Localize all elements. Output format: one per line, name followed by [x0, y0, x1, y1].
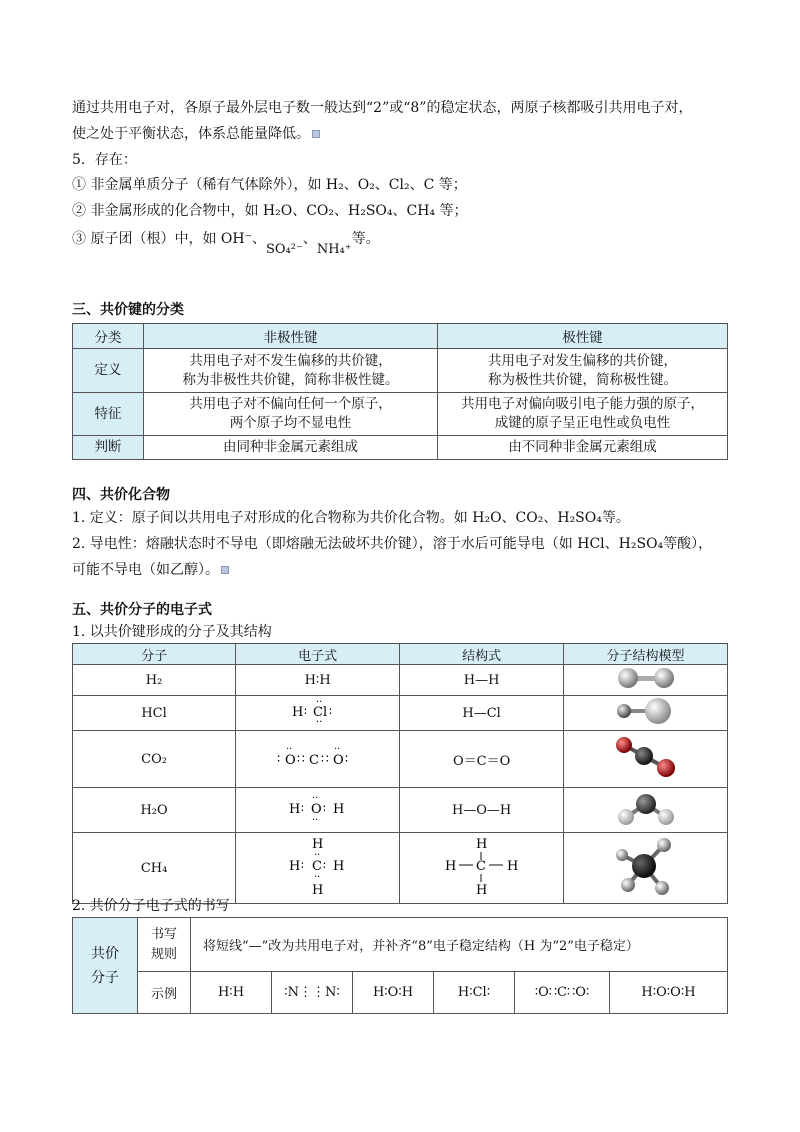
svg-text:∶: ∶: [276, 752, 280, 766]
cell-line: 称为非极性共价键，简称非极性键。: [182, 371, 399, 388]
molecule-model-cell: [564, 731, 728, 788]
svg-text:H: H: [291, 705, 303, 720]
svg-text:C: C: [311, 859, 322, 874]
cell-line: 共用电子对偏向吸引电子能力强的原子，: [461, 396, 704, 412]
molecule-name: HCl: [73, 696, 236, 731]
structural-formula: O＝C＝O: [400, 731, 564, 788]
structural-formula: H—H: [400, 665, 564, 696]
svg-text:H: H: [475, 837, 487, 852]
h2o-electron-formula: [283, 789, 353, 827]
svg-text:H: H: [288, 859, 300, 874]
table-row: [73, 436, 728, 460]
svg-text:H: H: [506, 859, 518, 874]
table-row: [73, 731, 728, 788]
bond-classification-table: [72, 323, 728, 460]
cell-nonpolar-judgement: 由同种非金属元素组成: [144, 436, 438, 460]
electron-formula: [236, 833, 400, 904]
hcl-model-icon: [606, 696, 686, 726]
svg-text:··: ··: [315, 697, 322, 708]
example-h2o2: H∶O∶O∶H: [610, 972, 728, 1014]
table-row: [73, 918, 728, 972]
structural-formula: H—Cl: [400, 696, 564, 731]
header-electron-formula: 电子式: [236, 644, 400, 665]
electron-formula: [236, 731, 400, 788]
structural-formula: H—O—H: [400, 788, 564, 833]
molecule-model-cell: [564, 788, 728, 833]
svg-text:C: C: [308, 753, 319, 768]
molecule-name: CO₂: [73, 731, 236, 788]
rule-text: 将短线“—”改为共用电子对，并补齐“8”电子稳定结构（H 为“2”电子稳定）: [191, 918, 728, 972]
cell-line: 共用电子对发生偏移的共价键，: [488, 352, 677, 369]
example-h2: H∶H: [191, 972, 272, 1014]
svg-text:··: ··: [311, 793, 318, 804]
header-category: 分类: [73, 324, 144, 349]
cell-polar-judgement: 由不同种非金属元素组成: [438, 436, 728, 460]
cell-polar-feature: [438, 393, 728, 436]
svg-text:∶: ∶: [322, 859, 326, 872]
table-row: [73, 696, 728, 731]
svg-text:··: ··: [315, 717, 322, 726]
edit-marker-icon: [221, 566, 229, 574]
rule-label: [138, 918, 191, 972]
section3-heading: 三、共价键的分类: [72, 302, 184, 318]
structural-formula: [400, 833, 564, 904]
header-molecular-model: 分子结构模型: [564, 644, 728, 665]
section4-conductivity-line-2: [72, 560, 229, 580]
example-h2o: H∶O∶H: [353, 972, 434, 1014]
svg-text:H: H: [311, 883, 323, 898]
svg-text:H: H: [332, 859, 344, 874]
svg-text:··: ··: [311, 815, 318, 826]
svg-text:∶: ∶: [300, 802, 304, 815]
electron-formula: [236, 788, 400, 833]
header-structural-formula: 结构式: [400, 644, 564, 665]
section4-heading: 四、共价化合物: [72, 487, 170, 503]
header-nonpolar: 非极性键: [144, 324, 438, 349]
svg-text:··: ··: [333, 744, 340, 755]
row-label-feature: 特征: [73, 393, 144, 436]
ion-separator: 、: [302, 231, 317, 247]
molecule-model-cell: [564, 665, 728, 696]
cell-polar-definition: [438, 349, 728, 393]
svg-text:∶: ∶: [328, 705, 332, 718]
ch4-model-icon: [606, 833, 686, 899]
example-n2: ∶N⋮⋮N∶: [272, 972, 353, 1014]
intro-line-2: [72, 124, 320, 144]
svg-text:∶: ∶: [322, 802, 326, 815]
section5-sub1: 1. 以共价键形成的分子及其结构: [72, 624, 272, 640]
cell-line: 共用电子对不偏向任何一个原子，: [189, 396, 392, 412]
table-header-row: [73, 324, 728, 349]
svg-text:C: C: [475, 859, 486, 874]
svg-text:··: ··: [313, 872, 320, 883]
existence-item-3-suffix: 等。: [351, 231, 380, 247]
molecule-model-cell: [564, 833, 728, 904]
co2-model-icon: [606, 731, 686, 783]
cell-line: 成键的原子呈正电性或负电性: [494, 415, 671, 431]
svg-text:∷: ∷: [296, 752, 305, 766]
molecule-model-cell: [564, 696, 728, 731]
ch4-electron-formula: [283, 834, 353, 898]
table-row: [73, 788, 728, 833]
ammonium-ion: NH₄⁺: [316, 242, 352, 257]
table-row: [73, 665, 728, 696]
group-label: [73, 918, 138, 1014]
intro-line-1: 通过共用电子对，各原子最外层电子数一般达到“2”或“8”的稳定状态，两原子核都吸引共用电子对，: [72, 100, 693, 116]
ch4-structural-formula: [437, 834, 527, 898]
molecule-structure-table: [72, 643, 728, 904]
h2-model-icon: [606, 665, 686, 691]
hcl-electron-formula: [288, 696, 348, 726]
svg-text:O: O: [310, 802, 322, 817]
existence-item-3-prefix: ③ 原子团（根）中，如 OH⁻、: [72, 231, 266, 247]
svg-text:∶: ∶: [303, 705, 307, 718]
table-row: [73, 393, 728, 436]
table-row: [73, 972, 728, 1014]
svg-text:H: H: [475, 883, 487, 898]
cell-line: 共用电子对不发生偏移的共价键，: [189, 352, 392, 369]
svg-text:H: H: [332, 802, 344, 817]
section5-sub2: 2. 共价分子电子式的书写: [72, 898, 230, 914]
cell-line: 两个原子均不显电性: [229, 415, 352, 431]
table-row: [73, 833, 728, 904]
molecule-name: H₂O: [73, 788, 236, 833]
intro-line-2-text: 使之处于平衡状态，体系总能量降低。: [72, 126, 310, 142]
row-label-definition: 定义: [73, 349, 144, 393]
svg-text:H: H: [444, 859, 456, 874]
svg-text:Cl: Cl: [312, 705, 327, 720]
row-label-judgement: 判断: [73, 436, 144, 460]
svg-text:∶: ∶: [300, 859, 304, 872]
svg-text:O: O: [284, 753, 296, 768]
molecule-name: H₂: [73, 665, 236, 696]
cell-nonpolar-feature: [144, 393, 438, 436]
h2o-model-icon: [606, 788, 686, 828]
section4-conductivity-text: 可能不导电（如乙醇）。: [72, 562, 219, 578]
section4-definition: 1. 定义：原子间以共用电子对形成的化合物称为共价化合物。如 H₂O、CO₂、H₂SO₄等。: [72, 510, 630, 526]
edit-marker-icon: [312, 130, 320, 138]
molecule-name: CH₄: [73, 833, 236, 904]
cell-line: 称为极性共价键，简称极性键。: [488, 371, 677, 388]
existence-item-1: ① 非金属单质分子（稀有气体除外），如 H₂、O₂、Cl₂、C 等；: [72, 177, 467, 193]
section5-heading: 五、共价分子的电子式: [72, 602, 212, 618]
electron-formula: [236, 696, 400, 731]
group-label-line: 共价: [91, 945, 119, 962]
svg-text:O: O: [332, 753, 344, 768]
example-label: 示例: [138, 972, 191, 1014]
rule-label-line: 规则: [150, 946, 177, 962]
header-molecule: 分子: [73, 644, 236, 665]
svg-text:··: ··: [313, 850, 320, 861]
sulfate-ion: SO₄²⁻: [265, 242, 303, 257]
co2-electron-formula: [273, 737, 363, 777]
svg-text:··: ··: [285, 744, 292, 755]
electron-formula: H∶H: [236, 665, 400, 696]
cell-nonpolar-definition: [144, 349, 438, 393]
group-label-line: 分子: [91, 969, 119, 986]
table-header-row: [73, 644, 728, 665]
table-row: [73, 349, 728, 393]
rule-label-line: 书写: [150, 926, 177, 942]
existence-title: 5．存在：: [72, 152, 137, 168]
header-polar: 极性键: [438, 324, 728, 349]
existence-item-2: ② 非金属形成的化合物中，如 H₂O、CO₂、H₂SO₄、CH₄ 等；: [72, 203, 468, 219]
example-hcl: H∶Cl∶: [434, 972, 515, 1014]
svg-text:∶: ∶: [344, 752, 348, 766]
svg-text:∷: ∷: [320, 752, 329, 766]
svg-text:H: H: [288, 802, 300, 817]
electron-formula-writing-table: [72, 917, 728, 1014]
section4-conductivity-line-1: 2. 导电性：熔融状态时不导电（即熔融无法破坏共价键），溶于水后可能导电（如 HCl、H₂SO₄等酸），: [72, 536, 713, 552]
svg-text:H: H: [311, 837, 323, 852]
existence-item-3: [72, 229, 380, 257]
example-co2: ∶O∷C∷O∶: [515, 972, 610, 1014]
